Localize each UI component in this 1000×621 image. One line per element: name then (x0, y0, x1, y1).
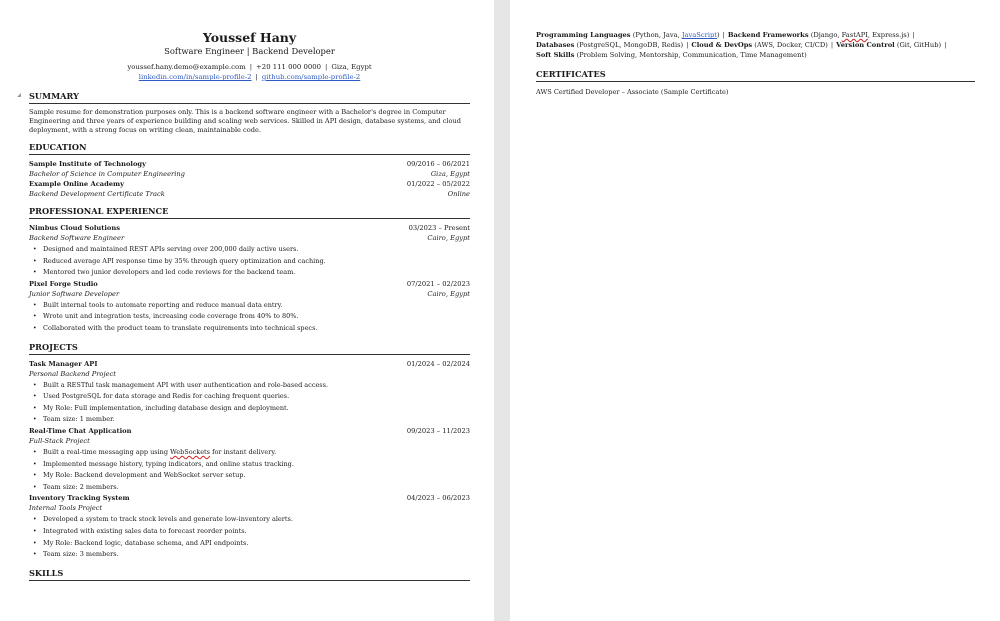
education-row (29, 169, 470, 179)
separator: | (944, 41, 947, 49)
project-bullets (29, 514, 470, 560)
linkedin-link[interactable]: linkedin.com/in/sample-profile-2 (138, 73, 252, 81)
skill-values: (Python, Java, (630, 31, 682, 39)
bullet-text: for instant delivery. (210, 447, 277, 456)
bullet-item: • Team size: 3 members. (43, 549, 470, 561)
resume-name: Youssef Hany (202, 30, 297, 45)
links-line (29, 72, 470, 82)
separator: | (912, 31, 915, 39)
project-header (29, 426, 470, 436)
skill-category: Soft Skills (536, 51, 575, 59)
bullet-item: • Wrote unit and integration tests, increasing code coverage from 40% to 80%. (43, 311, 470, 323)
separator: | (255, 73, 258, 81)
skill-category: Version Control (836, 41, 895, 49)
project-bullets (29, 380, 470, 426)
bullet-item: • Implemented message history, typing indicators, and online status tracking. (43, 459, 470, 471)
education-heading: EDUCATION (29, 142, 470, 155)
bullet-item: • Integrated with existing sales data to forecast reorder points. (43, 526, 470, 538)
skill-values: ) (716, 31, 720, 39)
school-name: Example Online Academy (29, 180, 124, 188)
job-header (29, 223, 470, 233)
separator: | (830, 41, 834, 49)
bullet-item: • Used PostgreSQL for data storage and Redis for caching frequent queries. (43, 391, 470, 403)
job-dates: 07/2021 – 02/2023 (406, 279, 470, 288)
job-header (29, 279, 470, 289)
spellcheck-word[interactable]: WebSockets (170, 447, 211, 456)
education-row (29, 179, 470, 189)
bullet-text: Built a real-time messaging app using (43, 447, 171, 456)
company-name: Pixel Forge Studio (29, 279, 98, 288)
project-subheader (29, 503, 470, 513)
skill-category: Backend Frameworks (727, 31, 809, 39)
skills-heading: SKILLS (29, 568, 470, 581)
summary-text: Sample resume for demonstration purposes only. This is a backend software engineer with a Bachelor's degree in Computer Engineering and three years of experience building and scaling web services. Skilled in API design, database systems, and cloud deployment, with a strong focus on writing clean, maintainable code. (29, 108, 461, 134)
bullet-item (43, 447, 470, 459)
document-page-2 (510, 0, 1000, 621)
github-link[interactable]: github.com/sample-profile-2 (261, 73, 361, 81)
location-text: Giza, Egypt (331, 63, 372, 71)
separator: | (686, 41, 689, 49)
education-dates: 09/2016 – 06/2021 (406, 160, 470, 168)
skill-category: Cloud & DevOps (691, 41, 753, 49)
education-row (29, 159, 470, 169)
skill-values: (Problem Solving, Mentorship, Communication, Time Management) (574, 51, 807, 59)
projects-heading: PROJECTS (29, 342, 470, 355)
skill-values: (Django, (808, 31, 842, 39)
job-bullets (29, 300, 470, 335)
spellcheck-word[interactable]: FastAPI (841, 31, 868, 39)
resume-title: Software Engineer | Backend Developer (164, 46, 335, 56)
bullet-item: • Collaborated with the product team to translate requirements into technical specs. (43, 323, 470, 335)
bullet-item: • Team size: 2 members. (43, 482, 470, 494)
bullet-item: • Mentored two junior developers and led code reviews for the backend team. (43, 267, 470, 279)
bullet-item: • Developed a system to track stock levels and generate low-inventory alerts. (43, 514, 470, 526)
job-dates: 03/2023 – Present (408, 224, 470, 232)
project-type: Full-Stack Project (29, 436, 90, 445)
separator: | (249, 63, 253, 71)
bullet-item: • Reduced average API response time by 35% through query optimization and caching. (43, 256, 470, 268)
skills-block (536, 30, 975, 60)
project-name: Real-Time Chat Application (29, 426, 132, 435)
bullet-item: • Designed and maintained REST APIs serving over 200,000 daily active users. (43, 244, 470, 256)
degree-name: Backend Development Certificate Track (29, 190, 165, 198)
certificate-item: AWS Certified Developer – Associate (Sample Certificate) (536, 88, 729, 96)
project-name: Task Manager API (29, 359, 98, 368)
degree-name: Bachelor of Science in Computer Engineering (29, 170, 185, 178)
skill-values: (PostgreSQL, MongoDB, Redis) (574, 41, 684, 49)
collapse-triangle-icon[interactable] (17, 93, 21, 97)
project-type: Personal Backend Project (29, 369, 116, 378)
education-location: Online (447, 190, 470, 198)
skill-values: (AWS, Docker, CI/CD) (752, 41, 828, 49)
bullet-item: • My Role: Backend logic, database schema, and API endpoints. (43, 538, 470, 550)
skill-category: Databases (536, 41, 575, 49)
summary-heading (29, 91, 470, 104)
project-bullets (29, 447, 470, 493)
job-role: Backend Software Engineer (29, 234, 125, 242)
document-page-1 (0, 0, 494, 621)
bullet-item: • My Role: Full implementation, including database design and deployment. (43, 403, 470, 415)
separator: | (324, 63, 328, 71)
skill-link[interactable]: JavaScript (681, 31, 717, 39)
education-row (29, 189, 470, 199)
experience-heading: PROFESSIONAL EXPERIENCE (29, 206, 470, 219)
skill-values: (Git, GitHub) (894, 41, 942, 49)
skill-category: Programming Languages (536, 31, 631, 39)
project-dates: 01/2024 – 02/2024 (406, 359, 470, 368)
bullet-item: • Built a RESTful task management API with user authentication and role-based access. (43, 380, 470, 392)
certificates-heading: CERTIFICATES (536, 69, 975, 82)
project-header (29, 359, 470, 369)
phone-text: +20 111 000 0000 (256, 63, 321, 71)
job-subheader (29, 289, 470, 299)
project-dates: 04/2023 – 06/2023 (406, 494, 470, 503)
project-subheader (29, 436, 470, 446)
project-dates: 09/2023 – 11/2023 (406, 426, 470, 435)
project-subheader (29, 369, 470, 379)
education-location: Giza, Egypt (430, 170, 470, 178)
job-bullets (29, 244, 470, 279)
job-location: Cairo, Egypt (427, 234, 470, 242)
company-name: Nimbus Cloud Solutions (29, 224, 120, 232)
email-text: youssef.hany.demo@example.com (127, 63, 246, 71)
bullet-item: • My Role: Backend development and WebSocket server setup. (43, 470, 470, 482)
job-location: Cairo, Egypt (427, 289, 470, 298)
separator: | (722, 31, 725, 39)
summary-heading-text: SUMMARY (29, 91, 79, 101)
contact-line (29, 62, 470, 72)
job-subheader (29, 233, 470, 243)
project-type: Internal Tools Project (29, 504, 103, 513)
bullet-item: • Built internal tools to automate reporting and reduce manual data entry. (43, 300, 470, 312)
job-role: Junior Software Developer (29, 289, 120, 298)
skill-values: , Express.js) (867, 31, 910, 39)
project-name: Inventory Tracking System (29, 494, 130, 503)
education-dates: 01/2022 – 05/2022 (406, 180, 470, 188)
bullet-item: • Team size: 1 member. (43, 414, 470, 426)
project-header (29, 493, 470, 503)
school-name: Sample Institute of Technology (29, 160, 146, 168)
